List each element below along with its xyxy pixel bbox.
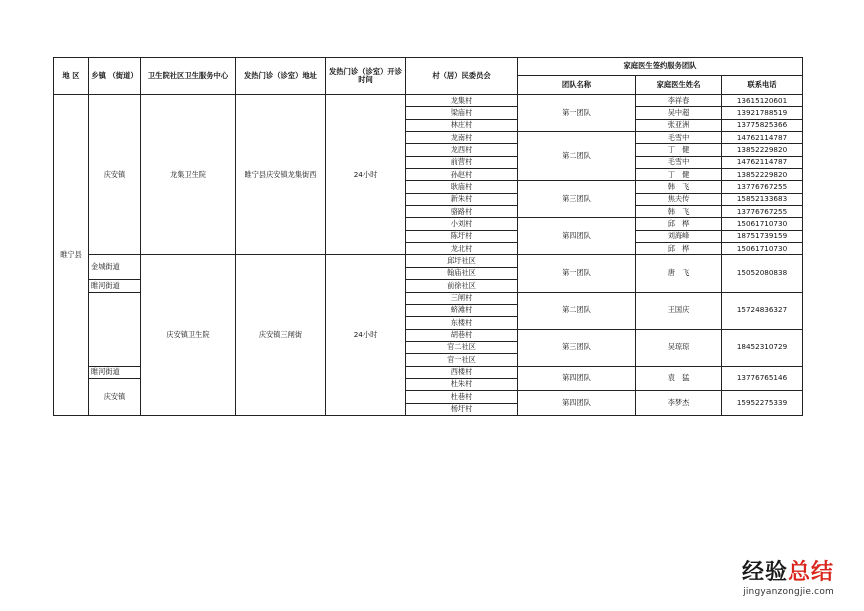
team-name-cell: 第四团队 [518,218,636,255]
phone-cell: 13615120601 [722,95,803,107]
doctor-name-cell: 李祥春 [636,95,722,107]
village-cell: 胡巷村 [406,329,518,341]
phone-cell: 13852229820 [722,144,803,156]
team-name-cell: 第二团队 [518,132,636,181]
doctor-name-cell: 韩 飞 [636,181,722,193]
phone-cell: 18751739159 [722,230,803,242]
village-cell: 前营村 [406,156,518,168]
village-cell: 三闸村 [406,292,518,304]
village-cell: 耿庙村 [406,181,518,193]
phone-cell: 13852229820 [722,169,803,181]
village-cell: 龙集村 [406,95,518,107]
site-watermark [724,560,834,598]
doctor-name-cell: 张亚洲 [636,119,722,131]
header-town: 乡镇 （街道） [89,58,141,95]
doctor-name-cell: 唐 飞 [636,255,722,292]
watermark-brand-part2: 总结 [787,560,834,585]
doctor-name-cell: 李梦杰 [636,391,722,416]
address-cell: 庆安镇三闸街 [236,255,326,415]
phone-cell: 15052080838 [722,255,803,292]
doctor-name-cell: 韩 飞 [636,206,722,218]
header-team-name: 团队名称 [518,76,636,95]
village-cell: 官一社区 [406,354,518,366]
village-cell: 龙西村 [406,144,518,156]
doctor-name-cell: 邱 桦 [636,243,722,255]
village-cell: 官二社区 [406,341,518,353]
doctor-name-cell: 焦夫传 [636,193,722,205]
watermark-brand [724,560,834,586]
doctor-name-cell: 毛雪中 [636,132,722,144]
village-cell: 杜巷村 [406,391,518,403]
header-team-group: 家庭医生签约服务团队 [518,58,803,76]
village-cell: 林庄村 [406,119,518,131]
doctor-name-cell: 袁 猛 [636,366,722,391]
doctor-name-cell: 丁 健 [636,144,722,156]
village-cell: 陈圩村 [406,230,518,242]
doctor-name-cell: 吴琼琼 [636,329,722,366]
town-cell: 睢河街道 [89,366,141,378]
phone-cell: 18452310729 [722,329,803,366]
center-cell: 庆安镇卫生院 [141,255,236,415]
village-cell: 邱圩社区 [406,255,518,267]
team-name-cell: 第四团队 [518,391,636,416]
town-cell-empty [89,292,141,366]
village-cell: 龙北村 [406,243,518,255]
address-cell: 睢宁县庆安镇龙集街西 [236,95,326,255]
phone-cell: 13921788519 [722,107,803,119]
phone-cell: 15061710730 [722,218,803,230]
region-cell: 睢宁县 [54,95,89,416]
village-cell: 杨圩村 [406,403,518,415]
doctor-name-cell: 邱 桦 [636,218,722,230]
phone-cell: 15061710730 [722,243,803,255]
village-cell: 龙南村 [406,132,518,144]
header-region: 地 区 [54,58,89,95]
village-cell: 蛴滩村 [406,304,518,316]
phone-cell: 13776765146 [722,366,803,391]
team-name-cell: 第四团队 [518,366,636,391]
fever-clinic-table [53,57,803,416]
village-cell: 孙赵村 [406,169,518,181]
doctor-name-cell: 丁 健 [636,169,722,181]
phone-cell: 15952275339 [722,391,803,416]
doctor-name-cell: 王国庆 [636,292,722,329]
header-hours: 发热门诊（诊室）开诊时间 [326,58,406,95]
town-cell: 庆安镇 [89,95,141,255]
phone-cell: 15852133683 [722,193,803,205]
doctor-name-cell: 吴中超 [636,107,722,119]
header-address: 发热门诊（诊室）地址 [236,58,326,95]
village-cell: 杜朱村 [406,378,518,390]
village-cell: 西楼村 [406,366,518,378]
village-cell: 翰庙社区 [406,267,518,279]
doctor-name-cell: 刘海峰 [636,230,722,242]
watermark-url: jingyanzongjie.com [743,587,834,597]
village-cell: 梁庙村 [406,107,518,119]
team-name-cell: 第一团队 [518,95,636,132]
hours-cell: 24小时 [326,255,406,415]
village-cell: 东楼村 [406,317,518,329]
hours-cell: 24小时 [326,95,406,255]
town-cell: 庆安镇 [89,378,141,415]
phone-cell: 13775825366 [722,119,803,131]
village-cell: 小刘村 [406,218,518,230]
village-cell: 前徐社区 [406,280,518,292]
phone-cell: 13776767255 [722,206,803,218]
header-doctor-name: 家庭医生姓名 [636,76,722,95]
doctor-name-cell: 毛雪中 [636,156,722,168]
town-cell: 金城街道 [89,255,141,280]
header-phone: 联系电话 [722,76,803,95]
phone-cell: 15724836327 [722,292,803,329]
team-name-cell: 第一团队 [518,255,636,292]
phone-cell: 14762114787 [722,156,803,168]
team-name-cell: 第三团队 [518,181,636,218]
village-cell: 新朱村 [406,193,518,205]
center-cell: 龙集卫生院 [141,95,236,255]
header-center: 卫生院社区卫生服务中心 [141,58,236,95]
watermark-brand-part1: 经验 [741,560,788,585]
team-name-cell: 第二团队 [518,292,636,329]
phone-cell: 14762114787 [722,132,803,144]
village-cell: 骆路村 [406,206,518,218]
town-cell: 睢河街道 [89,280,141,292]
header-village: 村（居）民委员会 [406,58,518,95]
team-name-cell: 第三团队 [518,329,636,366]
phone-cell: 13776767255 [722,181,803,193]
